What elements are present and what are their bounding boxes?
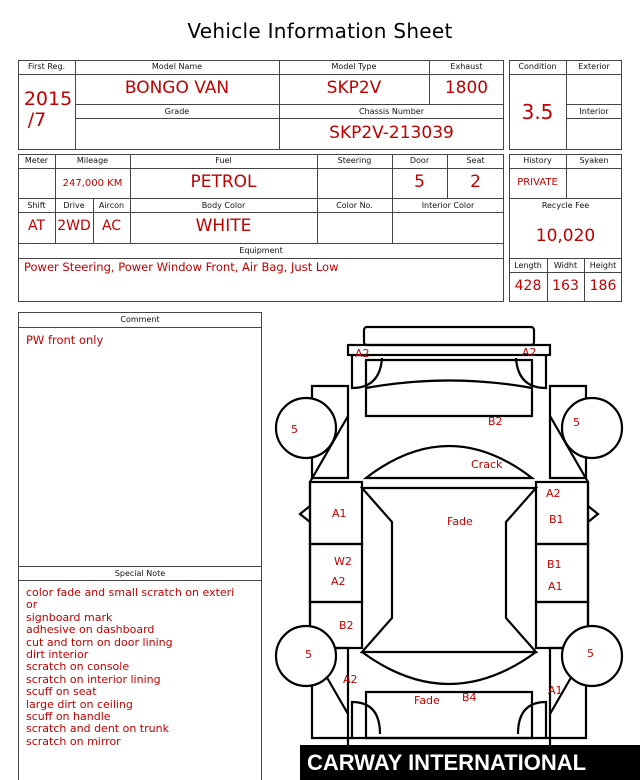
mark-front-left: A2: [355, 347, 370, 360]
special-note-item: scuff on seat: [26, 685, 97, 699]
drive-value: 2WD: [57, 218, 91, 234]
special-note-item: dirt interior: [26, 648, 89, 662]
mark-door-rear-left-2: A2: [331, 575, 346, 588]
comment-label: Comment: [120, 315, 160, 324]
special-note-item: color fade and small scratch on exteri: [26, 586, 235, 599]
body-color-label: Body Color: [201, 201, 246, 210]
mark-door-rear-left-1: W2: [334, 555, 352, 568]
special-note-item: scratch on interior lining: [26, 672, 161, 686]
mark-windshield: Crack: [471, 458, 503, 471]
model-name-value: BONGO VAN: [124, 78, 230, 98]
mark-rear-fade: Fade: [414, 694, 440, 707]
comment-text: PW front only: [26, 333, 104, 347]
model-name-label: Model Name: [151, 62, 203, 71]
color-no-label: Color No.: [336, 201, 373, 210]
special-note-item: signboard mark: [26, 610, 113, 624]
equipment-value: Power Steering, Power Window Front, Air Bag, Just Low: [24, 260, 339, 274]
aircon-label: Aircon: [98, 201, 125, 210]
syaken-label: Syaken: [579, 156, 609, 165]
meter-label: Meter: [24, 156, 49, 165]
seat-label: Seat: [466, 156, 485, 165]
equipment-label: Equipment: [239, 246, 283, 255]
recycle-fee-value: 10,020: [535, 226, 596, 246]
special-note-item: adhesive on dashboard: [26, 623, 155, 637]
shift-value: AT: [27, 218, 46, 234]
special-note-list: [26, 587, 234, 748]
special-note-item: scratch on mirror: [26, 734, 121, 748]
mileage-label: Mileage: [76, 156, 109, 165]
history-label: History: [523, 156, 552, 165]
mark-door-front-right-1: A2: [546, 487, 561, 500]
mark-rear-corner-right: A1: [548, 684, 563, 697]
exhaust-value: 1800: [444, 78, 489, 98]
fuel-label: Fuel: [215, 156, 232, 165]
mark-tire-front-left: 5: [291, 423, 298, 436]
mark-hood: B2: [488, 415, 503, 428]
interior-label: Interior: [579, 107, 609, 116]
chassis-number-label: Chassis Number: [359, 107, 424, 116]
special-note-label: Special Note: [114, 569, 166, 578]
vehicle-diagram: [270, 318, 630, 780]
mark-tire-front-right: 5: [573, 416, 580, 429]
special-note-item: cut and torn on door lining: [26, 635, 173, 649]
first-reg-month: /7: [27, 109, 47, 131]
mark-door-rear-right-2: A1: [548, 580, 563, 593]
special-note-item: scuff on handle: [26, 710, 111, 724]
length-label: Length: [514, 261, 542, 270]
special-note-item: scratch and dent on trunk: [26, 722, 169, 736]
mark-front-right: A2: [522, 346, 537, 359]
first-reg-label: First Reg.: [27, 62, 66, 71]
fuel-value: PETROL: [190, 172, 257, 192]
mark-door-rear-right-1: B1: [547, 558, 562, 571]
mark-tire-rear-left: 5: [305, 648, 312, 661]
steering-label: Steering: [337, 156, 372, 165]
special-note-item: or: [26, 598, 38, 612]
mark-roof: Fade: [447, 515, 473, 528]
height-value: 186: [589, 278, 617, 294]
recycle-fee-label: Recycle Fee: [541, 201, 590, 210]
special-note-item: scratch on console: [26, 660, 130, 674]
mark-door-front-left: A1: [332, 507, 347, 520]
condition-label: Condition: [518, 62, 557, 71]
first-reg-year: 2015: [23, 88, 73, 110]
model-type-value: SKP2V: [326, 78, 382, 98]
length-value: 428: [514, 278, 542, 294]
chassis-number-value: SKP2V-213039: [329, 123, 454, 143]
shift-label: Shift: [27, 201, 46, 210]
sheet-title: Vehicle Information Sheet: [187, 19, 453, 43]
door-value: 5: [414, 172, 425, 192]
width-label: Widht: [553, 261, 578, 270]
special-note-item: large dirt on ceiling: [26, 697, 133, 711]
history-value: PRIVATE: [517, 177, 558, 188]
mark-rear-corner-left: A2: [343, 673, 358, 686]
body-color-value: WHITE: [195, 216, 252, 236]
door-label: Door: [409, 156, 430, 165]
condition-value: 3.5: [521, 100, 554, 124]
mark-door-front-right-2: B1: [549, 513, 564, 526]
exterior-label: Exterior: [578, 62, 610, 71]
mark-rear-b4: B4: [462, 691, 477, 704]
interior-color-label: Interior Color: [421, 201, 475, 210]
seat-value: 2: [470, 172, 481, 192]
mark-tire-rear-right: 5: [587, 647, 594, 660]
width-value: 163: [552, 278, 579, 294]
mark-rear-left: B2: [339, 619, 354, 632]
height-label: Height: [589, 261, 617, 270]
brand-banner: CARWAY INTERNATIONAL: [300, 745, 640, 780]
model-type-label: Model Type: [331, 62, 377, 71]
aircon-value: AC: [101, 218, 122, 234]
grade-label: Grade: [164, 107, 190, 116]
mileage-value: 247,000 KM: [62, 178, 123, 189]
exhaust-label: Exhaust: [450, 62, 483, 71]
drive-label: Drive: [63, 201, 85, 210]
